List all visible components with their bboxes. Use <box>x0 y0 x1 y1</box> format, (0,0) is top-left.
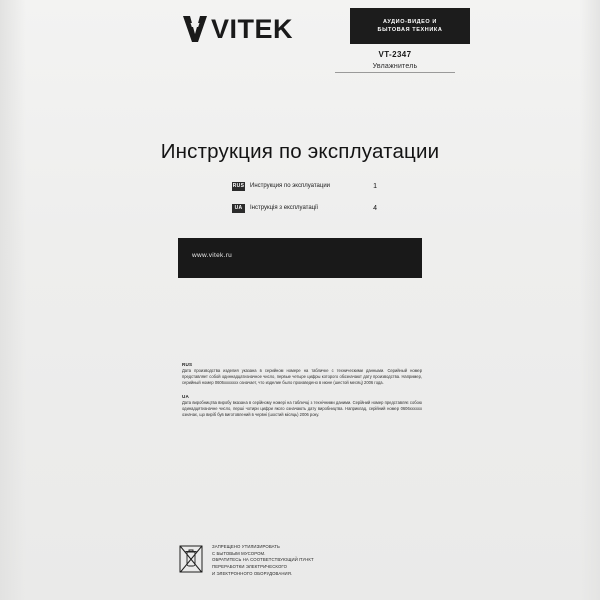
crossed-out-wheelie-bin-icon <box>178 542 204 576</box>
weee-line: ЗАПРЕЩЕНО УТИЛИЗИРОВАТЬ <box>212 544 280 549</box>
vitek-v-mark-icon <box>182 15 208 43</box>
toc-page-number: 1 <box>373 182 377 190</box>
weee-line: ОБРАТИТЕСЬ НА СООТВЕТСТВУЮЩИЙ ПУНКТ <box>212 557 314 563</box>
toc-row <box>232 200 377 216</box>
page-title: Инструкция по эксплуатации <box>160 140 440 163</box>
fineprint-section <box>182 362 422 426</box>
document-header <box>160 8 460 50</box>
model-block <box>335 50 455 73</box>
toc-page-number: 4 <box>373 204 377 212</box>
model-code: VT-2347 <box>378 50 412 59</box>
weee-line: С БЫТОВЫМ МУСОРОМ. <box>212 550 266 556</box>
table-of-contents <box>232 178 377 222</box>
toc-row <box>232 178 377 194</box>
fineprint-language: RUS <box>182 362 193 367</box>
toc-label: Инструкция по эксплуатации <box>250 183 331 189</box>
model-name: Увлажнитель <box>372 63 418 70</box>
weee-line: И ЭЛЕКТРОННОГО ОБОРУДОВАНИЯ. <box>212 570 293 576</box>
category-badge <box>350 8 470 44</box>
website-band <box>178 238 422 278</box>
language-chip: UA <box>232 204 245 213</box>
fineprint-text: Дата виробництва виробу вказана в серійному номері на табличці з технічними даними. Серійний номер представляє собою одинадцятизначне число, перші чотири цифри якого означають дату виробництва. Наприклад, серійний номер 0606хххххх означає, що виріб був виготовлений в червні (шостий місяць) 2006 року. <box>182 399 422 417</box>
brand-logo <box>182 14 293 44</box>
website-url: www.vitek.ru <box>192 252 233 259</box>
badge-line-2: БЫТОВАЯ ТЕХНИКА <box>377 27 443 33</box>
toc-label: Інструкція з експлуатації <box>250 205 319 211</box>
fineprint-text: Дата производства изделия указана в серийном номере на табличке с техническими данными. Серийный номер представляет собой одиннадцатизначное число, первые четыре цифры которого обозначают дату производства. Например, серийный номер 0606xxxxxxx означает, что изделие было произведено в июне (шестой месяц) 2006 года. <box>182 368 422 385</box>
fineprint-block-rus <box>182 362 422 386</box>
fineprint-block-ua <box>182 394 422 418</box>
language-chip: RUS <box>232 183 245 189</box>
brand-name: VITEK <box>211 14 294 44</box>
weee-notice <box>178 542 314 577</box>
badge-line-1: АУДИО-ВИДЕО И <box>383 19 437 25</box>
weee-text <box>212 542 314 577</box>
fineprint-language: UA <box>182 393 190 399</box>
weee-line: ПЕРЕРАБОТКИ ЭЛЕКТРИЧЕСКОГО <box>212 563 288 569</box>
